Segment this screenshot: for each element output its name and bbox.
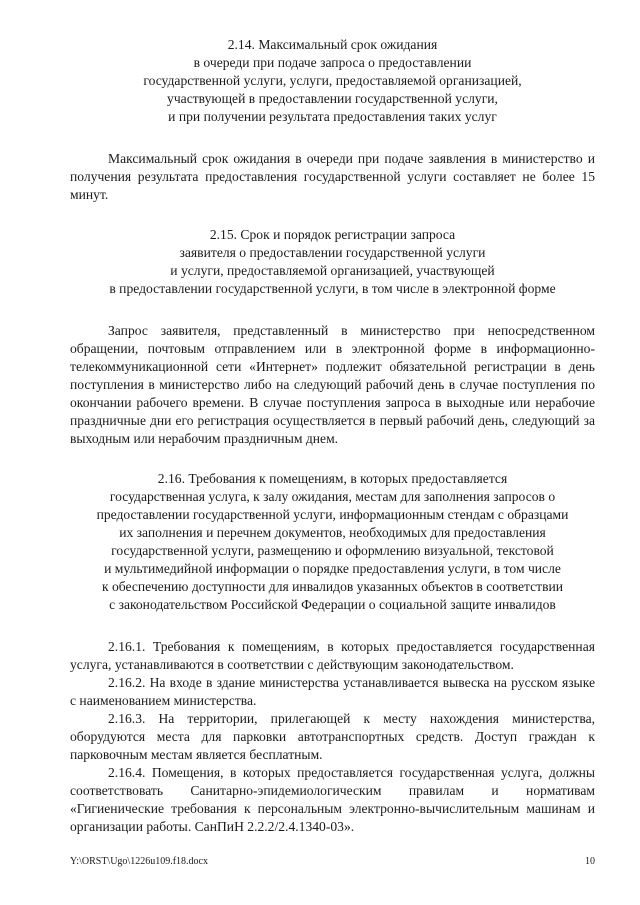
heading-line: государственная услуга, к залу ожидания, местам для заполнения запросов о (109, 489, 556, 504)
heading-line: государственной услуги, размещению и оформлению визуальной, текстовой (111, 543, 554, 558)
heading-line: предоставлении государственной услуги, информационным стендам с образцами (96, 507, 569, 522)
document-page (70, 36, 595, 836)
heading-line: 2.14. Максимальный срок ожидания (227, 37, 438, 52)
paragraph-2-16-3: 2.16.3. На территории, прилегающей к месту нахождения министерства, оборудуются места для парковки автотранспортных средств. Доступ граждан к парковочным местам является бесплатным. (70, 711, 595, 762)
heading-line: и при получении результата предоставления таких услуг (168, 109, 497, 124)
heading-line: 2.15. Срок и порядок регистрации запроса (209, 227, 456, 242)
heading-line: в предоставлении государственной услуги, в том числе в электронной форме (109, 281, 556, 296)
heading-line: и услуги, предоставляемой организацией, участвующей (170, 263, 495, 278)
paragraph-2-16-1: 2.16.1. Требования к помещениям, в которых предоставляется государственная услуга, устанавливаются в соответствии с действующим законодательством. (70, 639, 595, 672)
footer-page-number: 10 (585, 856, 595, 867)
section-heading-2-14 (70, 36, 595, 126)
paragraph-2-15: Запрос заявителя, представленный в министерство при непосредственном обращении, почтовым отправлением или в электронной форме в информационно-телекоммуникационной сети «Интернет» подлежит обязательной регистрации в день поступления в министерство либо на следующий рабочий день в случае поступления по окончании рабочего времени. В случае поступления запроса в выходные или нерабочие праздничные дни его регистрация осуществляется в первый рабочий день, следующий за выходным или нерабочим праздничным днем. (70, 323, 595, 446)
footer-file-path: Y:\ORST\Ugo\1226u109.f18.docx (70, 856, 208, 867)
section-heading-2-15 (70, 226, 595, 298)
heading-line: к обеспечению доступности для инвалидов указанных объектов в соответствии (101, 579, 564, 594)
heading-line: в очереди при подаче запроса о предоставлении (193, 55, 472, 70)
heading-line: государственной услуги, услуги, предоставляемой организацией, (143, 73, 522, 88)
paragraph-2-16-2: 2.16.2. На входе в здание министерства устанавливается вывеска на русском языке с наименованием министерства. (70, 675, 595, 708)
section-heading-2-16 (70, 470, 595, 614)
heading-line: с законодательством Российской Федерации о социальной защите инвалидов (109, 597, 556, 612)
paragraph-2-14: Максимальный срок ожидания в очереди при подаче заявления в министерство и получения результата предоставления государственной услуги составляет не более 15 минут. (70, 151, 595, 202)
heading-line: их заполнения и перечнем документов, необходимых для предоставления (119, 525, 546, 540)
heading-line: и мультимедийной информации о порядке предоставления услуги, в том числе (104, 561, 561, 576)
heading-line: 2.16. Требования к помещениям, в которых предоставляется (157, 471, 508, 486)
paragraph-2-16-4: 2.16.4. Помещения, в которых предоставляется государственная услуга, должны соответствовать Санитарно-эпидемиологическим правилам и нормативам «Гигиенические требования к персональным электронно-вычислительным машинам и организации работы. СанПиН 2.2.2/2.4.1340-03». (70, 765, 595, 834)
heading-line: заявителя о предоставлении государственной услуги (179, 245, 486, 260)
heading-line: участвующей в предоставлении государственной услуги, (167, 91, 498, 106)
